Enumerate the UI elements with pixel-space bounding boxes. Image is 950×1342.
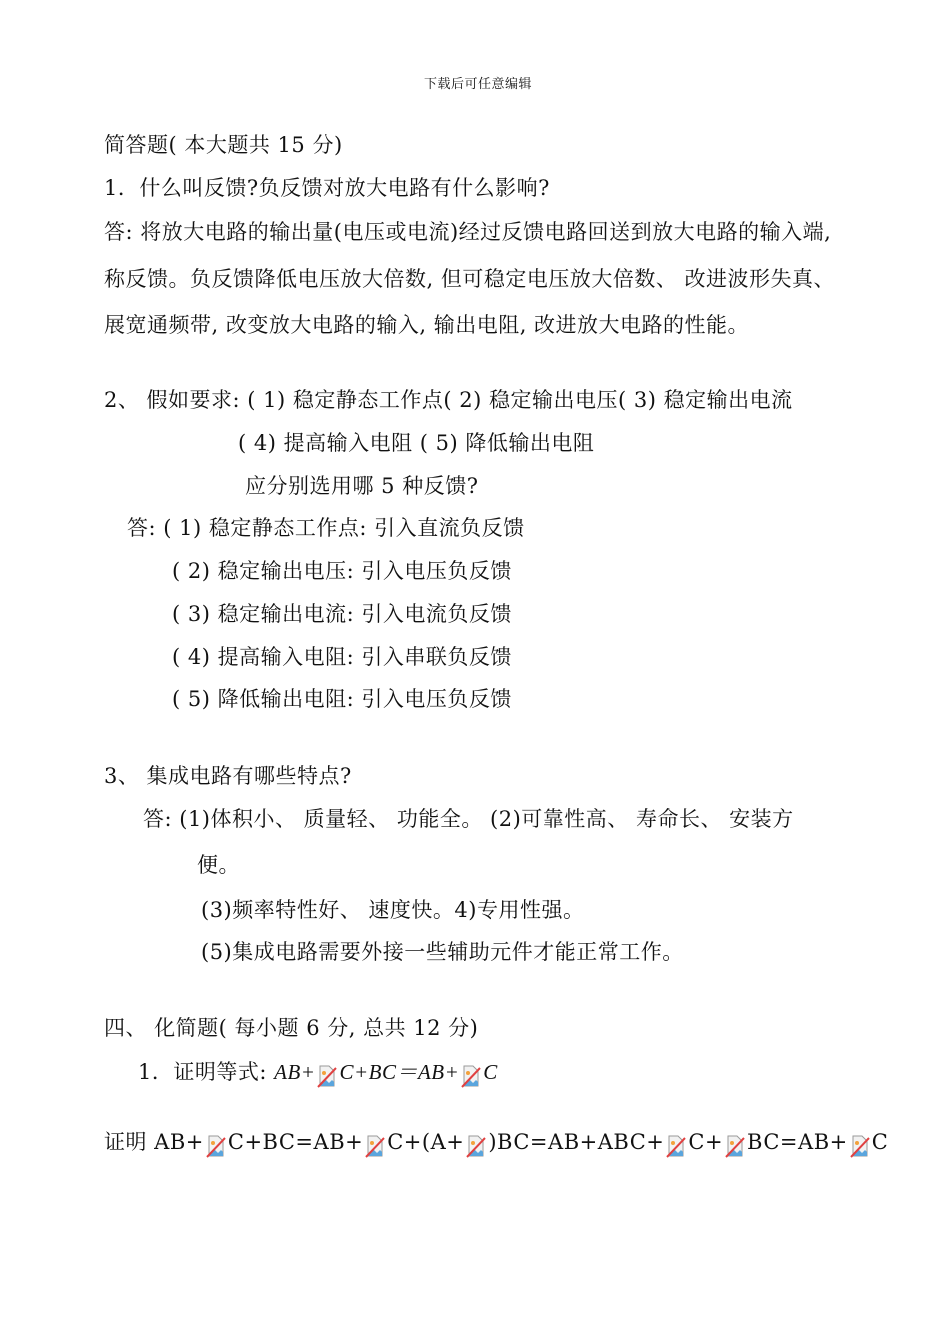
q2-answer-line: 答: ( 1) 稳定静态工作点: 引入直流负反馈 — [127, 516, 525, 540]
q3-answer-line: 便。 — [197, 853, 240, 877]
q1-question: 1．什么叫反馈?负反馈对放大电路有什么影响? — [104, 176, 550, 200]
proof-line — [104, 1132, 888, 1159]
q3-answer-line: (3)频率特性好、 速度快。4)专用性强。 — [201, 898, 585, 922]
item1-equation — [138, 1062, 498, 1089]
proof-segment: C+BC=AB+ — [227, 1130, 364, 1154]
broken-image-icon — [665, 1135, 687, 1159]
math-term: C+BC＝AB+ — [339, 1060, 460, 1084]
q3-question: 3、 集成电路有哪些特点? — [104, 764, 352, 788]
proof-segment: 证明 AB+ — [104, 1130, 204, 1154]
q3-answer-line: 答: (1)体积小、 质量轻、 功能全。 (2)可靠性高、 寿命长、 安装方 — [143, 807, 794, 831]
broken-image-icon — [205, 1135, 227, 1159]
proof-segment: BC=AB+ — [747, 1130, 848, 1154]
q3-answer-line: (5)集成电路需要外接一些辅助元件才能正常工作。 — [201, 940, 684, 964]
broken-image-icon — [460, 1065, 482, 1089]
broken-image-icon — [849, 1135, 871, 1159]
q2-question-line: 应分别选用哪 5 种反馈? — [245, 474, 479, 498]
proof-segment: C — [871, 1130, 889, 1154]
math-term: AB+ — [274, 1060, 316, 1084]
proof-segment: C+ — [688, 1130, 724, 1154]
section-title-short-answer: 简答题( 本大题共 15 分) — [104, 133, 343, 157]
proof-segment: C+(A+ — [387, 1130, 465, 1154]
q2-answer-line: ( 2) 稳定输出电压: 引入电压负反馈 — [172, 559, 512, 583]
item1-prefix: 1．证明等式: — [138, 1060, 275, 1084]
broken-image-icon — [724, 1135, 746, 1159]
q2-answer-line: ( 5) 降低输出电阻: 引入电压负反馈 — [172, 687, 512, 711]
page-header: 下载后可任意编辑 — [424, 77, 533, 92]
q2-question-line: 2、 假如要求: ( 1) 稳定静态工作点( 2) 稳定输出电压( 3) 稳定输出电流 — [104, 388, 793, 412]
q2-question-line: ( 4) 提高输入电阻 ( 5) 降低输出电阻 — [238, 431, 595, 455]
q1-answer-line: 称反馈。负反馈降低电压放大倍数, 但可稳定电压放大倍数、 改进波形失真、 — [104, 267, 836, 291]
proof-segment: )BC=AB+ABC+ — [488, 1130, 665, 1154]
section-title-simplify: 四、 化简题( 每小题 6 分, 总共 12 分) — [104, 1016, 479, 1040]
broken-image-icon — [364, 1135, 386, 1159]
q2-answer-line: ( 3) 稳定输出电流: 引入电流负反馈 — [172, 602, 512, 626]
q1-answer-line: 展宽通频带, 改变放大电路的输入, 输出电阻, 改进放大电路的性能。 — [104, 313, 750, 337]
broken-image-icon — [465, 1135, 487, 1159]
q1-answer-line: 答: 将放大电路的输出量(电压或电流)经过反馈电路回送到放大电路的输入端, — [104, 220, 832, 244]
q2-answer-line: ( 4) 提高输入电阻: 引入串联负反馈 — [172, 645, 512, 669]
broken-image-icon — [316, 1065, 338, 1089]
math-term: C — [483, 1060, 498, 1084]
